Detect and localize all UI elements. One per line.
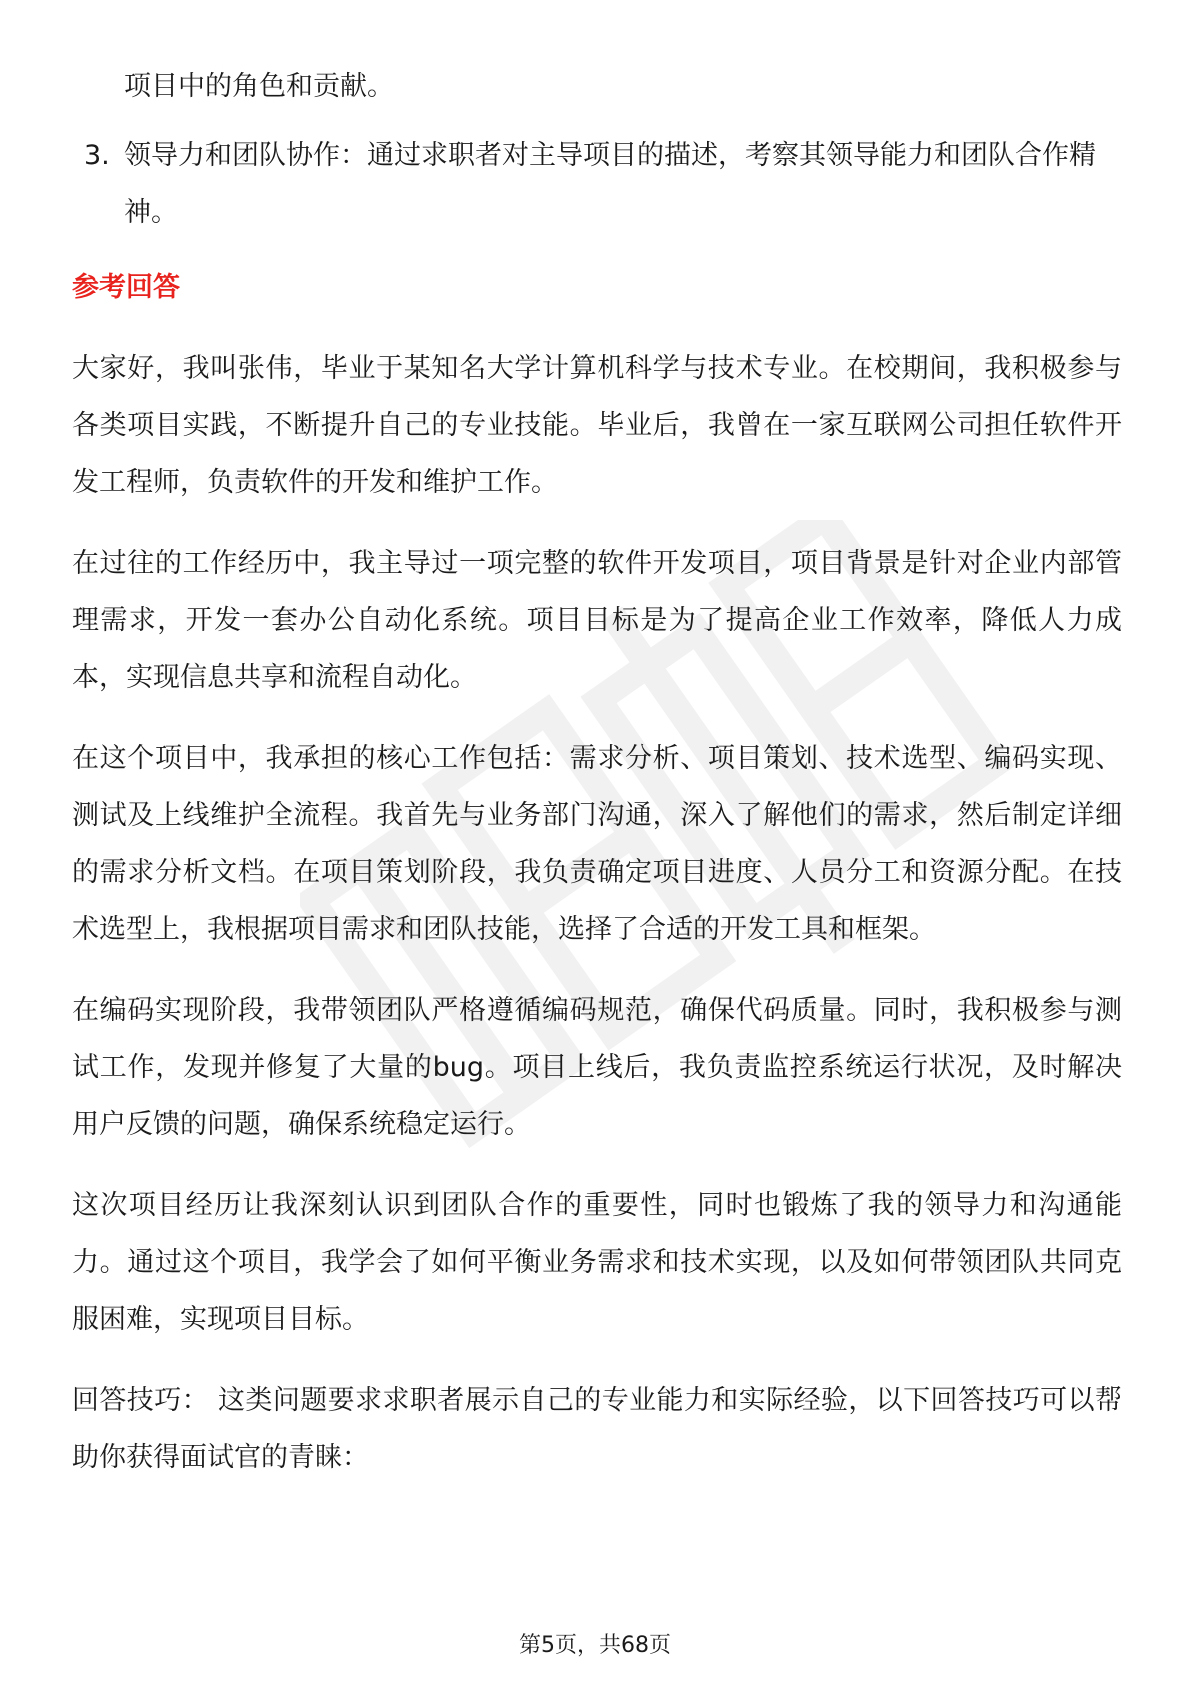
- list-number: 3.: [84, 140, 110, 171]
- paragraph-reflection: 这次项目经历让我深刻认识到团队合作的重要性，同时也锻炼了我的领导力和沟通能力。通过这个项目，我学会了如何平衡业务需求和技术实现，以及如何带领团队共同克服困难，实现项目目标。: [72, 1190, 1122, 1335]
- paragraph-implementation: 在编码实现阶段，我带领团队严格遵循编码规范，确保代码质量。同时，我积极参与测试工作，发现并修复了大量的bug。项目上线后，我负责监控系统运行状况，及时解决用户反馈的问题，确保系统稳定运行。: [72, 995, 1122, 1140]
- paragraph-answer-tips: 回答技巧： 这类问题要求求职者展示自己的专业能力和实际经验，以下回答技巧可以帮助你获得面试官的青睐：: [72, 1385, 1122, 1473]
- list-item: [72, 127, 1122, 241]
- main-content: [72, 58, 1122, 1486]
- page-footer: 第5页，共68页: [519, 1633, 671, 1658]
- paragraph-project-background: 在过往的工作经历中，我主导过一项完整的软件开发项目，项目背景是针对企业内部管理需求，开发一套办公自动化系统。项目目标是为了提高企业工作效率，降低人力成本，实现信息共享和流程自动化。: [72, 548, 1122, 693]
- paragraph-intro: 大家好，我叫张伟，毕业于某知名大学计算机科学与技术专业。在校期间，我积极参与各类项目实践，不断提升自己的专业技能。毕业后，我曾在一家互联网公司担任软件开发工程师，负责软件的开发和维护工作。: [72, 353, 1122, 498]
- paragraph-core-work: 在这个项目中，我承担的核心工作包括：需求分析、项目策划、技术选型、编码实现、测试及上线维护全流程。我首先与业务部门沟通，深入了解他们的需求，然后制定详细的需求分析文档。在项目策划阶段，我负责确定项目进度、人员分工和资源分配。在技术选型上，我根据项目需求和团队技能，选择了合适的开发工具和框架。: [72, 743, 1122, 945]
- section-heading: 参考回答: [72, 272, 180, 303]
- list-continuation: 项目中的角色和贡献。: [124, 71, 394, 102]
- list-text: 领导力和团队协作：通过求职者对主导项目的描述，考察其领导能力和团队合作精神。: [124, 140, 1096, 228]
